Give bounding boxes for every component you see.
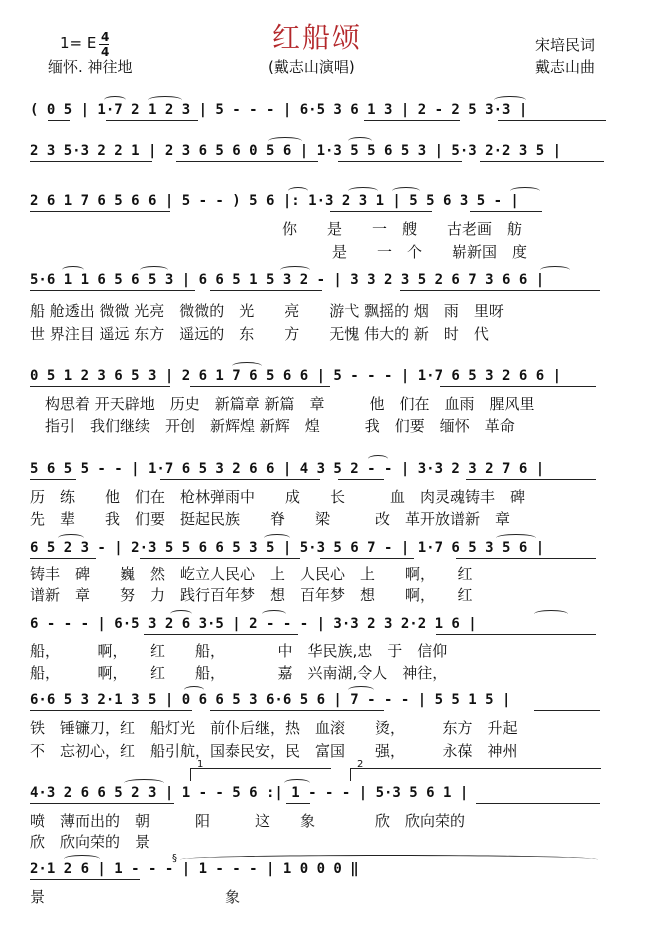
- second-ending-bracket: [350, 759, 601, 781]
- slur-mark: [62, 266, 84, 274]
- notation-line-10: 4·3 2 6 6 5 2 3 | 1 - - 5 6 :| 1 - - - | 5·3 5 6 1 |: [30, 785, 469, 801]
- slur-mark: [280, 266, 310, 274]
- slur-mark: [288, 187, 308, 195]
- beam-mark: [106, 120, 198, 121]
- beam-mark: [30, 290, 195, 291]
- beam-mark: [190, 386, 330, 387]
- beam-mark: [30, 479, 76, 480]
- beam-mark: [48, 120, 70, 121]
- notation-line-2: 2 3 5·3 2 2 1 | 2 3 6 5 6 0 5 6 | 1·3 5 5 6 5 3 | 5·3 2·2 3 5 |: [30, 143, 562, 159]
- notation-line-5: 0 5 1 2 3 6 5 3 | 2 6 1 7 6 5 6 6 | 5 - - - | 1·7 6 5 3 2 6 6 |: [30, 368, 562, 384]
- lyricist-credit: 宋培民词: [535, 36, 596, 54]
- beam-mark: [176, 161, 318, 162]
- lyrics-row-7-v1: 铁 锤镰刀，红 船灯光 前仆后继，热 血滚 烫， 东方 升起: [30, 719, 518, 737]
- segno-sign: §: [172, 853, 177, 864]
- slur-mark: [348, 137, 372, 145]
- lyrics-row-5-v1: 铸丰 碑 巍 然 屹立人民心 上 人民心 上 啊， 红: [30, 565, 473, 583]
- expression-marking: 缅怀. 神往地: [48, 58, 133, 76]
- beam-mark: [320, 558, 414, 559]
- slur-mark: [348, 187, 378, 195]
- beam-mark: [470, 211, 542, 212]
- beam-mark: [436, 634, 596, 635]
- slur-mark: [540, 266, 570, 274]
- beam-mark: [30, 161, 152, 162]
- beam-mark: [160, 479, 320, 480]
- beam-mark: [30, 211, 170, 212]
- lyrics-row-3-v2: 指引 我们继续 开创 新辉煌 新辉 煌 我 们要 缅怀 革命: [45, 417, 515, 435]
- beam-mark: [364, 120, 460, 121]
- beam-mark: [476, 803, 600, 804]
- beam-mark: [30, 710, 192, 711]
- beam-mark: [338, 479, 384, 480]
- long-tie-mark: [180, 855, 598, 864]
- lyrics-row-6-v1: 船， 啊， 红 船， 中 华民族,忠 于 信仰: [30, 642, 448, 660]
- beam-mark: [498, 120, 606, 121]
- lyrics-row-6-v2: 船， 啊， 红 船， 嘉 兴南湖,令人 神往，: [30, 664, 448, 682]
- beam-mark: [338, 161, 462, 162]
- notation-line-9: 6·6 5 3 2·1 3 5 | 0 6 6 5 3 6·6 5 6 | 7 - - - | 5 5 1 5 |: [30, 692, 511, 708]
- composer-credit: 戴志山曲: [535, 58, 596, 76]
- notation-line-6: 5 6 5 5 - - | 1·7 6 5 3 2 6 6 | 4 3 5 2 - - | 3·3 2 3 2 7 6 |: [30, 461, 545, 477]
- lyrics-row-7-v2: 不 忘初心，红 船引航，国泰民安，民 富国 强， 永葆 神州: [30, 742, 518, 760]
- slur-mark: [148, 96, 182, 104]
- beam-mark: [466, 479, 596, 480]
- beam-mark: [440, 386, 596, 387]
- slur-mark: [496, 534, 536, 542]
- slur-mark: [368, 455, 388, 463]
- key-signature: 1= E: [60, 34, 97, 52]
- slur-mark: [534, 610, 568, 618]
- lyrics-row-2-v2: 世 界注目 遥远 东方 遥远的 东 方 无愧 伟大的 新 时 代: [30, 325, 489, 343]
- slur-mark: [184, 686, 204, 694]
- beam-mark: [210, 290, 322, 291]
- beam-mark: [144, 634, 298, 635]
- lyrics-row-5-v2: 谱新 章 努 力 践行百年梦 想 百年梦 想 啊， 红: [30, 586, 473, 604]
- second-ending-number: 2: [357, 759, 364, 770]
- slur-mark: [494, 96, 526, 104]
- slur-mark: [510, 187, 540, 195]
- slur-mark: [232, 362, 262, 370]
- beam-mark: [456, 558, 596, 559]
- lyrics-row-2-v1: 船 舱透出 微微 光亮 微微的 光 亮 游弋 飘摇的 烟 雨 里呀: [30, 302, 504, 320]
- slur-mark: [124, 779, 164, 787]
- slur-mark: [348, 686, 374, 694]
- notation-line-4: 5·6 1 1 6 5 6 5 3 | 6 6 5 1 5 3 2 - | 3 3 2 3 5 2 6 7 3 6 6 |: [30, 272, 545, 288]
- performer-credit: (戴志山演唱): [268, 58, 355, 76]
- beam-mark: [30, 803, 174, 804]
- beam-mark: [30, 879, 140, 880]
- beam-mark: [140, 558, 300, 559]
- lyrics-row-9-v1: 景 象: [30, 888, 241, 906]
- slur-mark: [268, 137, 302, 145]
- beam-mark: [330, 211, 432, 212]
- lyrics-row-4-v1: 历 练 他 们在 枪林弹雨中 成 长 血 肉灵魂铸丰 碑: [30, 488, 526, 506]
- slur-mark: [264, 534, 290, 542]
- slur-mark: [262, 610, 286, 618]
- first-ending-bracket: [190, 759, 331, 781]
- slur-mark: [140, 266, 168, 274]
- notation-line-8: 6 - - - | 6·5 3 2 6 3·5 | 2 - - - | 3·3 2 3 2·2 1 6 |: [30, 616, 477, 632]
- slur-mark: [104, 96, 126, 104]
- notation-line-7: 6 5 2 3 - | 2·3 5 5 6 6 5 3 5 | 5·3 5 6 7 - | 1·7 6 5 3 5 6 |: [30, 540, 545, 556]
- lyrics-row-3-v1: 构思着 开天辟地 历史 新篇章 新篇 章 他 们在 血雨 腥风里: [45, 395, 535, 413]
- beam-mark: [286, 803, 310, 804]
- beam-mark: [30, 558, 96, 559]
- lyrics-row-1-v2: 是 一 个 崭新国 度: [332, 243, 528, 261]
- beam-mark: [30, 386, 170, 387]
- slur-mark: [58, 534, 84, 542]
- time-signature-denominator: 4: [101, 45, 110, 59]
- lyrics-row-4-v2: 先 辈 我 们要 挺起民族 脊 梁 改 革开放谱新 章: [30, 510, 511, 528]
- lyrics-row-8-v2: 欣 欣向荣的 景: [30, 833, 151, 851]
- slur-mark: [64, 855, 100, 863]
- time-signature-numerator: 4: [101, 30, 110, 44]
- beam-mark: [480, 161, 604, 162]
- first-ending-number: 1: [197, 759, 204, 770]
- notation-line-1: ( 0 5 | 1·7 2 1 2 3 | 5 - - - | 6·5 3 6 1 3 | 2 - 2 5 3·3 |: [30, 102, 528, 118]
- beam-mark: [400, 290, 600, 291]
- song-title: 红船颂: [272, 21, 363, 54]
- beam-mark: [210, 710, 384, 711]
- slur-mark: [170, 610, 192, 618]
- lyrics-row-8-v1: 喷 薄而出的 朝 阳 这 象 欣 欣向荣的: [30, 812, 466, 830]
- slur-mark: [392, 187, 420, 195]
- lyrics-row-1-v1: 你 是 一 艘 古老画 舫: [282, 220, 523, 238]
- notation-line-11: 2·1 2 6 | 1 - - - | 1 - - - | 1 0 0 0 ‖: [30, 861, 359, 877]
- beam-mark: [534, 710, 600, 711]
- notation-line-3: 2 6 1 7 6 5 6 6 | 5 - - ) 5 6 |: 1·3 2 3 1 | 5 5 6 3 5 - |: [30, 193, 519, 209]
